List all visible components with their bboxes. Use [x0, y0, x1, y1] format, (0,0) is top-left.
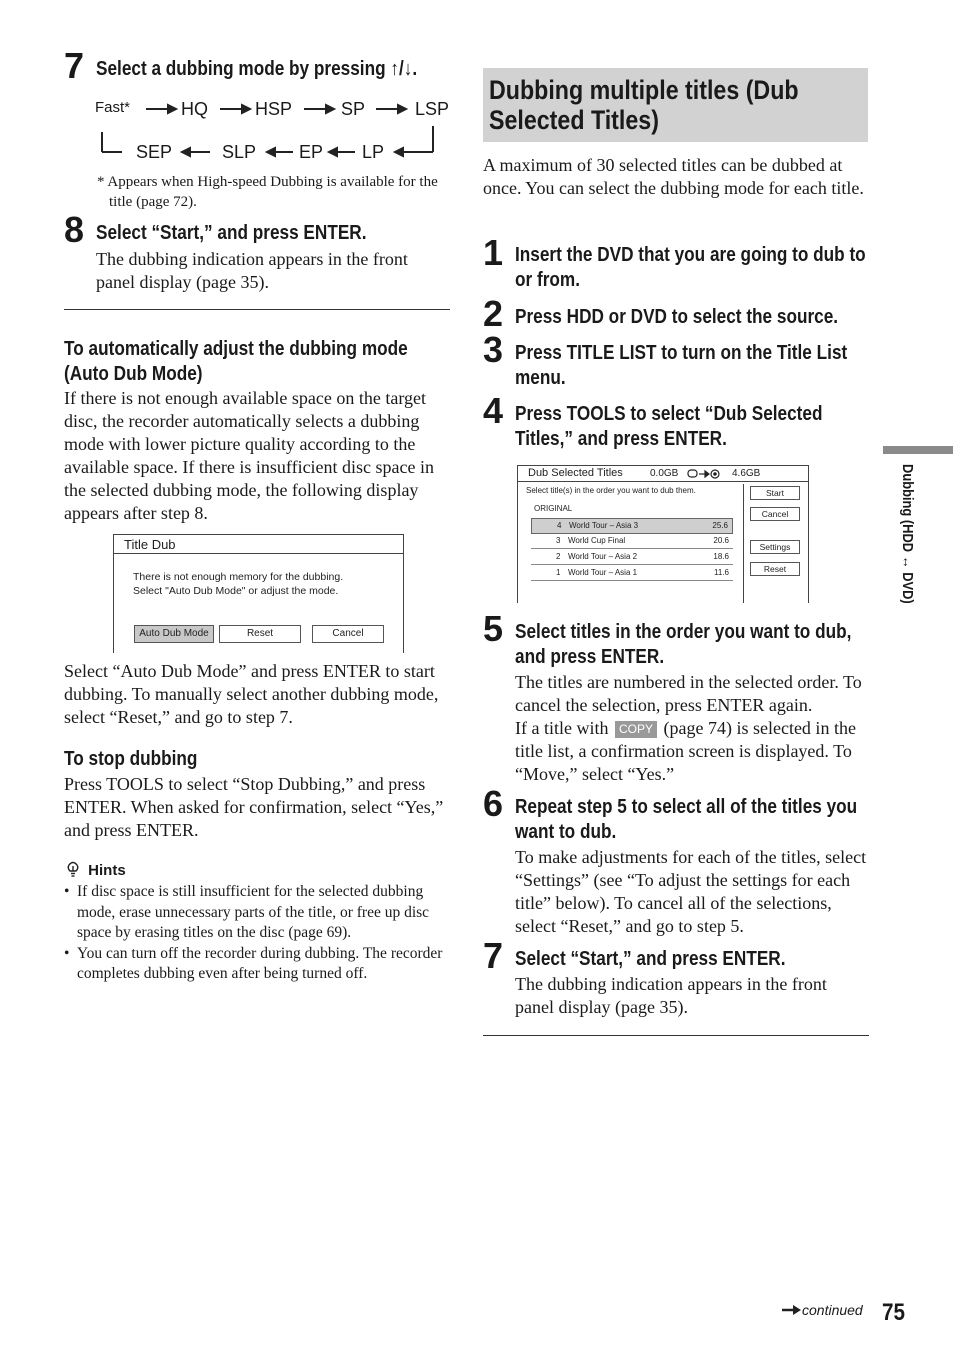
step-number: 8: [64, 209, 85, 250]
title-size: 20.6: [713, 536, 729, 545]
title-name: World Tour – Asia 2: [568, 552, 638, 561]
title-list: [531, 518, 733, 584]
hints-label: Hints: [88, 862, 126, 879]
screen-title: Dub Selected Titles: [528, 467, 623, 479]
step-number: 1: [483, 232, 504, 273]
title-order: 4: [557, 521, 562, 530]
category-label: ORIGINAL: [534, 504, 573, 513]
step-title-text: Select a dubbing mode by pressing: [96, 58, 391, 80]
subheading: To stop dubbing: [64, 748, 198, 770]
step-number: 7: [483, 935, 504, 976]
hint-item: • You can turn off the recorder during dubbing. The recorder completes dubbing even after being turned off.: [64, 944, 443, 982]
dialog-message-line: Select "Auto Dub Mode" or adjust the mode.: [133, 585, 339, 597]
up-down-arrows-icon: ↑/↓: [390, 58, 413, 80]
cancel-button[interactable]: Cancel: [750, 507, 800, 521]
title-order: 2: [556, 552, 561, 561]
step-body: To make adjustments for each of the titles, select “Settings” (see “To adjust the settings for each title” below). To cancel all of the selections, select “Reset,” and go to step 5.: [515, 847, 867, 936]
mode-slp: SLP: [222, 142, 257, 162]
intro-paragraph: A maximum of 30 selected titles can be dubbed at once. You can select the dubbing mode for each title.: [483, 155, 864, 198]
mode-hsp: HSP: [255, 99, 293, 119]
settings-button[interactable]: Settings: [750, 540, 800, 554]
size-from: 0.0GB: [650, 468, 679, 479]
title-row[interactable]: [531, 566, 733, 581]
reset-button[interactable]: Reset: [750, 562, 800, 576]
title-row[interactable]: [531, 518, 733, 534]
side-tab-bar: [883, 446, 953, 454]
step-number: 5: [483, 608, 504, 649]
title-row[interactable]: [531, 550, 733, 565]
mode-ep: EP: [299, 142, 324, 162]
side-tab-text: Dubbing (HDD ↔ DVD): [899, 464, 916, 604]
arrow-right-icon: [782, 1304, 802, 1316]
step-title-end: .: [412, 58, 418, 80]
mode-fast: Fast*: [95, 99, 131, 116]
title-size: 18.6: [713, 552, 729, 561]
dialog-message-line: There is not enough memory for the dubbing.: [133, 571, 344, 583]
lightbulb-icon: [66, 861, 80, 877]
title-name: World Cup Final: [568, 536, 626, 545]
dialog-title-divider: [114, 553, 403, 554]
step-title: Press TOOLS to select “Dub Selected Titles,” and press ENTER.: [515, 403, 823, 450]
page-number: 75: [882, 1299, 905, 1326]
step-number: 3: [483, 329, 504, 370]
start-button[interactable]: Start: [750, 486, 800, 500]
auto-dub-mode-button[interactable]: Auto Dub Mode: [134, 625, 214, 643]
step-title: Select “Start,” and press ENTER.: [515, 948, 786, 970]
step-body: The titles are numbered in the selected order. To cancel the selection, press ENTER again.: [515, 672, 862, 715]
hint-text: If disc space is still insufficient for the selected dubbing mode, erase unnecessary parts of the title, or free up disc space by erasing titles on the disc (page 69).: [77, 883, 430, 941]
title-size: 11.6: [714, 568, 729, 577]
step-number: 7: [64, 45, 85, 86]
title-row[interactable]: [531, 534, 733, 549]
list-scroll-divider: [743, 484, 744, 603]
title-name: World Tour – Asia 3: [569, 521, 639, 530]
step-title: [96, 57, 417, 82]
paragraph: Select “Auto Dub Mode” and press ENTER to start dubbing. To manually select another dubbing mode, select “Reset,” and go to step 7.: [64, 661, 439, 727]
side-tab-label: [899, 464, 936, 664]
dialog-message: [133, 570, 343, 598]
section-title: Dubbing multiple titles (Dub Selected Titles): [489, 75, 799, 135]
step-title: Press TITLE LIST to turn on the Title List menu.: [515, 342, 848, 389]
paragraph: Press TOOLS to select “Stop Dubbing,” and press ENTER. When asked for confirmation, select “Yes,” and press ENTER.: [64, 774, 444, 840]
hints-header: [66, 861, 126, 879]
continued-text: continued: [802, 1302, 863, 1318]
step-title: Select “Start,” and press ENTER.: [96, 222, 367, 244]
hints-list: [64, 882, 456, 985]
step-body-text: If a title with: [515, 718, 613, 738]
copy-icon: COPY: [615, 721, 657, 738]
paragraph: If there is not enough available space on the target disc, the recorder automatically selects a dubbing mode with lower picture quality according to the available space. If there is insufficient disc space in the selected dubbing mode, the following display appears after step 8.: [64, 388, 435, 523]
dub-selected-titles-screen: [517, 465, 809, 603]
mode-hq: HQ: [181, 99, 208, 119]
hint-item: • If disc space is still insufficient for the selected dubbing mode, erase unnecessary parts of the title, or free up disc space by erasing titles on the disc (page 69).: [64, 883, 430, 941]
mode-lp: LP: [362, 142, 385, 162]
divider: [483, 1035, 869, 1036]
subheading: To automatically adjust the dubbing mode (Auto Dub Mode): [64, 338, 408, 385]
step-body: The dubbing indication appears in the front panel display (page 35).: [515, 974, 827, 1017]
size-to: 4.6GB: [732, 468, 761, 479]
hint-text: You can turn off the recorder during dubbing. The recorder completes dubbing even after being turned off.: [77, 944, 443, 982]
title-name: World Tour – Asia 1: [568, 568, 638, 577]
step-number: 4: [483, 390, 504, 431]
mode-arrows-icon: [90, 96, 450, 166]
divider: [64, 309, 450, 310]
mode-sep: SEP: [136, 142, 173, 162]
section-title-box: [483, 68, 868, 142]
cancel-button[interactable]: Cancel: [312, 625, 384, 643]
footnote: * Appears when High-speed Dubbing is available for the title (page 72).: [97, 174, 438, 210]
mode-sp: SP: [341, 99, 366, 119]
step-body: [515, 717, 870, 786]
title-order: 3: [556, 536, 561, 545]
title-dub-dialog: [113, 534, 404, 653]
screen-title-bar: [518, 466, 808, 482]
hdd-to-dvd-icon: [687, 469, 723, 479]
step-title: Press HDD or DVD to select the source.: [515, 306, 839, 328]
reset-button[interactable]: Reset: [219, 625, 301, 643]
step-title: Repeat step 5 to select all of the titles you want to dub.: [515, 796, 858, 843]
dialog-title: Title Dub: [124, 537, 176, 552]
screen-instruction: Select title(s) in the order you want to dub them.: [526, 486, 696, 495]
continued-label: [782, 1302, 863, 1318]
step-body-text: (page 74) is selected in the title list, a confirmation screen is displayed. To “Move,” select “Yes.”: [515, 718, 856, 784]
step-title: Insert the DVD that you are going to dub to or from.: [515, 244, 866, 291]
step-title: Select titles in the order you want to dub, and press ENTER.: [515, 621, 852, 668]
title-order: 1: [556, 568, 561, 577]
step-number: 2: [483, 293, 504, 334]
title-size: 25.6: [712, 521, 728, 530]
step-body: The dubbing indication appears in the front panel display (page 35).: [96, 249, 408, 292]
mode-lsp: LSP: [415, 99, 450, 119]
step-number: 6: [483, 783, 504, 824]
